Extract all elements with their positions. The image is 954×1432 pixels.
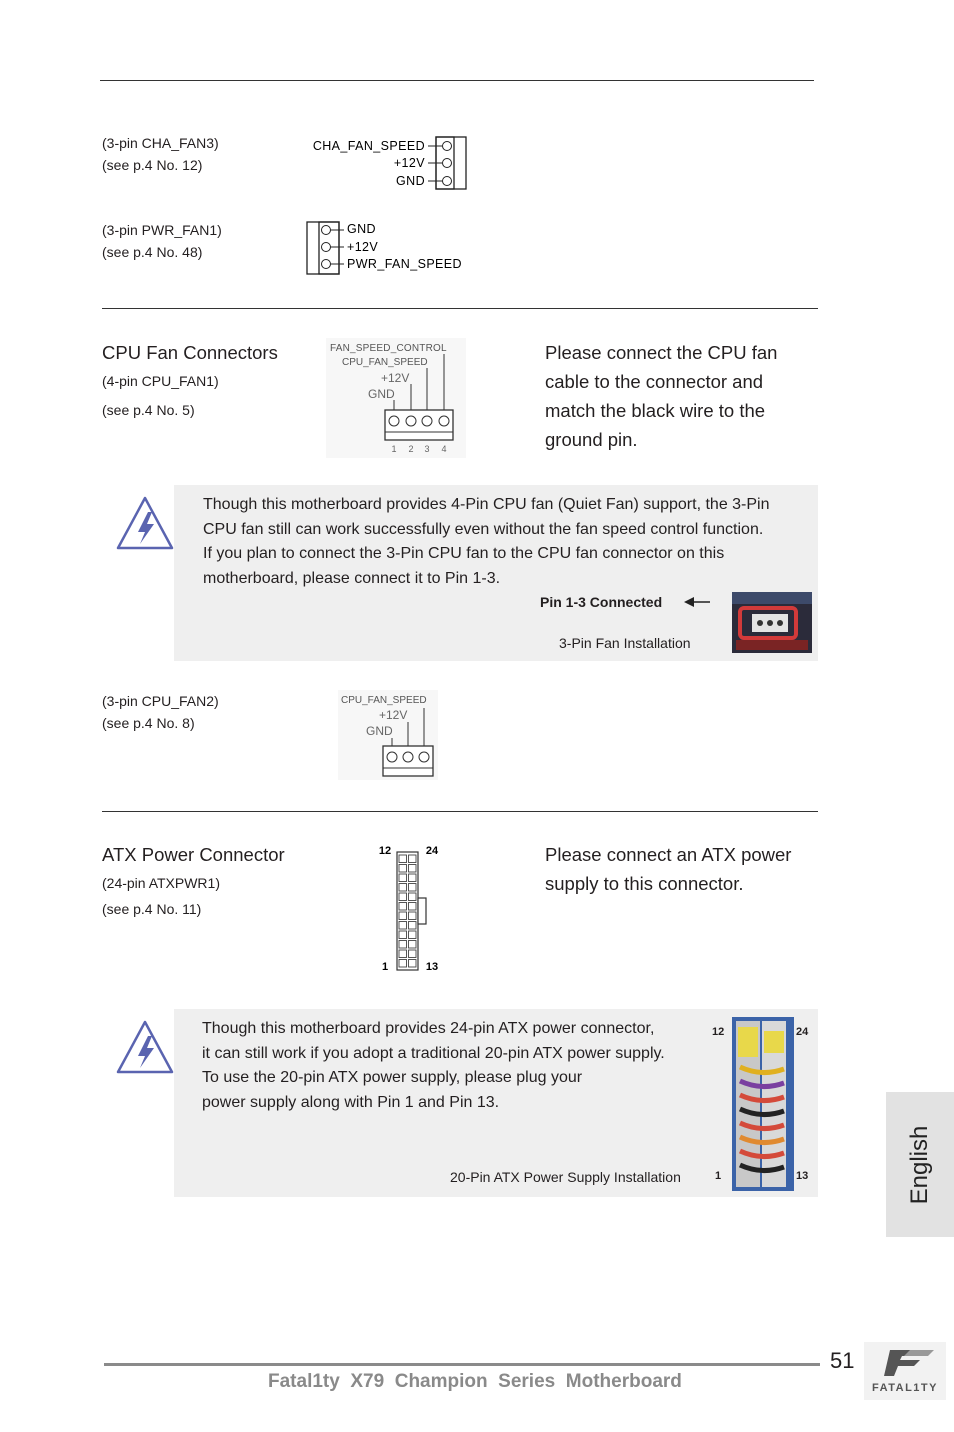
atx-pin-cell xyxy=(399,855,407,863)
atx-pin-cell xyxy=(399,912,407,920)
language-tab-label: English xyxy=(906,1125,933,1204)
note-box-atx xyxy=(174,1009,818,1197)
cpu-fan1-pin-2: 2 xyxy=(408,444,414,454)
footer-title: Fatal1ty X79 Champion Series Motherboard xyxy=(268,1371,682,1392)
cpu-fan1-control-label: FAN_SPEED_CONTROL xyxy=(330,343,447,354)
note-atx-line: Though this motherboard provides 24-pin ATX power connector, xyxy=(202,1020,655,1037)
cha-fan3-info xyxy=(102,132,219,176)
cpu-fan-desc-line: ground pin. xyxy=(545,429,638,450)
footer-rule xyxy=(104,1363,820,1366)
atx-pin-cell xyxy=(409,903,417,911)
atx-desc-line: supply to this connector. xyxy=(545,873,744,894)
cpu-fan1-12v-label: +12V xyxy=(381,371,410,385)
atx-title: (24-pin ATXPWR1) xyxy=(102,875,220,891)
atx-pin-cell xyxy=(409,874,417,882)
cpu-fan1-pin-3: 3 xyxy=(424,444,430,454)
atx-ref: (see p.4 No. 11) xyxy=(102,901,202,917)
cpu-fan-desc-line: cable to the connector and xyxy=(545,371,764,392)
atx-pin-cell xyxy=(409,912,417,920)
pwr-fan1-pin-speed: PWR_FAN_SPEED xyxy=(347,257,462,271)
pwr-fan1-info xyxy=(102,219,222,263)
pwr-fan1-pin-12v: +12V xyxy=(347,240,379,254)
note-fan-line: motherboard, please connect it to Pin 1-3. xyxy=(203,569,501,587)
fan-install-photo xyxy=(732,592,812,653)
cpu-fan2-12v-label: +12V xyxy=(379,708,408,722)
cpu-fan2-title: (3-pin CPU_FAN2) xyxy=(102,693,219,709)
atx-pin-cell xyxy=(409,893,417,901)
note-fan-line: Though this motherboard provides 4-Pin CPU fan (Quiet Fan) support, the 3-Pin xyxy=(203,496,770,513)
cpu-fan1-pin-4: 4 xyxy=(441,444,447,454)
cha-fan3-pin-gnd: GND xyxy=(396,174,425,188)
cpu-fan1-diagram xyxy=(326,338,466,458)
atx-pin-24: 24 xyxy=(425,845,439,857)
atx-pin-cell xyxy=(409,941,417,949)
atx-pin-cell xyxy=(399,960,407,968)
note-fan-line: CPU fan still can work successfully even without the fan speed control function. xyxy=(203,520,764,538)
pwr-fan1-title: (3-pin PWR_FAN1) xyxy=(102,222,222,238)
note-fan-line: If you plan to connect the 3-Pin CPU fan to the CPU fan connector on this xyxy=(203,545,725,562)
atx-pin-cell xyxy=(409,960,417,968)
pwr-fan1-pin-gnd: GND xyxy=(347,222,376,236)
cha-fan3-pin-speed: CHA_FAN_SPEED xyxy=(312,139,425,153)
atx-pin-cell xyxy=(409,855,417,863)
fatal1ty-logo-icon xyxy=(864,1342,946,1382)
atx-pin-cell xyxy=(399,922,407,930)
fatal1ty-logo-text: FATAL1TY xyxy=(872,1382,938,1394)
atx-pin-1: 1 xyxy=(381,961,389,973)
cha-fan3-pin-12v: +12V xyxy=(393,156,425,170)
atx-desc-line: Please connect an ATX power xyxy=(545,844,792,865)
cpu-fan2-gnd-label: GND xyxy=(366,724,393,738)
top-rule xyxy=(100,80,814,81)
atx-description xyxy=(545,840,791,898)
atx-pin-cell xyxy=(409,922,417,930)
cha-fan3-title: (3-pin CHA_FAN3) xyxy=(102,135,219,151)
atx-pin-cell xyxy=(399,950,407,958)
cha-fan3-ref: (see p.4 No. 12) xyxy=(102,157,203,173)
atx-install-caption: 20-Pin ATX Power Supply Installation xyxy=(450,1169,681,1185)
cpu-fan2-speed-label: CPU_FAN_SPEED xyxy=(341,695,427,706)
cpu-fan1-pin-1: 1 xyxy=(391,444,397,454)
fatal1ty-logo xyxy=(864,1342,946,1400)
cpu-fan1-title: (4-pin CPU_FAN1) xyxy=(102,373,219,389)
atx-pin-cell xyxy=(399,893,407,901)
fan-install-caption: 3-Pin Fan Installation xyxy=(559,635,691,651)
cpu-fan-description xyxy=(545,338,777,454)
atx-photo-label-1: 1 xyxy=(715,1170,722,1182)
cpu-fan-desc-line: Please connect the CPU fan xyxy=(545,342,778,363)
note-fan-text xyxy=(203,493,813,591)
cpu-fan-desc-line: match the black wire to the xyxy=(545,400,766,421)
arrow-left-icon xyxy=(682,594,712,610)
atx-pin-13: 13 xyxy=(425,961,439,973)
atx-connector-diagram xyxy=(372,842,462,976)
atx-pin-cell xyxy=(399,874,407,882)
atx-pin-cell xyxy=(409,884,417,892)
note-atx-text xyxy=(202,1017,725,1115)
atx-install-photo xyxy=(732,1017,794,1191)
page-number: 51 xyxy=(830,1348,855,1373)
pwr-fan1-ref: (see p.4 No. 48) xyxy=(102,244,203,260)
cpu-fan1-ref: (see p.4 No. 5) xyxy=(102,402,195,418)
atx-pin-cell xyxy=(409,931,417,939)
atx-heading: ATX Power Connector xyxy=(102,844,285,865)
atx-pin-cell xyxy=(399,941,407,949)
atx-pin-cell xyxy=(399,884,407,892)
atx-pin-cell xyxy=(399,865,407,873)
atx-pin-cell xyxy=(409,950,417,958)
warning-icon xyxy=(114,1018,176,1078)
pwr-fan1-diagram xyxy=(304,220,484,276)
cpu-fan1-gnd-label: GND xyxy=(368,387,395,401)
atx-photo-label-12: 12 xyxy=(712,1026,725,1038)
atx-photo-label-13: 13 xyxy=(796,1170,809,1182)
atx-pin-cell xyxy=(409,865,417,873)
cha-fan3-diagram xyxy=(300,134,480,192)
atx-photo-label-24: 24 xyxy=(796,1026,809,1038)
section-rule-2 xyxy=(102,811,818,812)
atx-pin-cell xyxy=(399,931,407,939)
cpu-fan2-ref: (see p.4 No. 8) xyxy=(102,715,195,731)
note-box-fan xyxy=(174,485,818,661)
section-rule-1 xyxy=(102,308,818,309)
cpu-fan-heading: CPU Fan Connectors xyxy=(102,342,278,363)
note-atx-line: To use the 20-pin ATX power supply, please plug your xyxy=(202,1069,583,1086)
atx-pin-cell xyxy=(399,903,407,911)
atx-pin-12: 12 xyxy=(378,845,392,857)
language-tab xyxy=(886,1092,954,1237)
note-atx-line: power supply along with Pin 1 and Pin 13. xyxy=(202,1093,500,1111)
cpu-fan1-speed-label: CPU_FAN_SPEED xyxy=(342,357,428,368)
pin-1-3-label: Pin 1-3 Connected xyxy=(540,594,663,610)
warning-icon xyxy=(114,494,176,554)
cpu-fan2-info xyxy=(102,690,219,734)
note-atx-line: it can still work if you adopt a traditional 20-pin ATX power supply. xyxy=(202,1044,665,1062)
cpu-fan2-diagram xyxy=(338,690,438,780)
